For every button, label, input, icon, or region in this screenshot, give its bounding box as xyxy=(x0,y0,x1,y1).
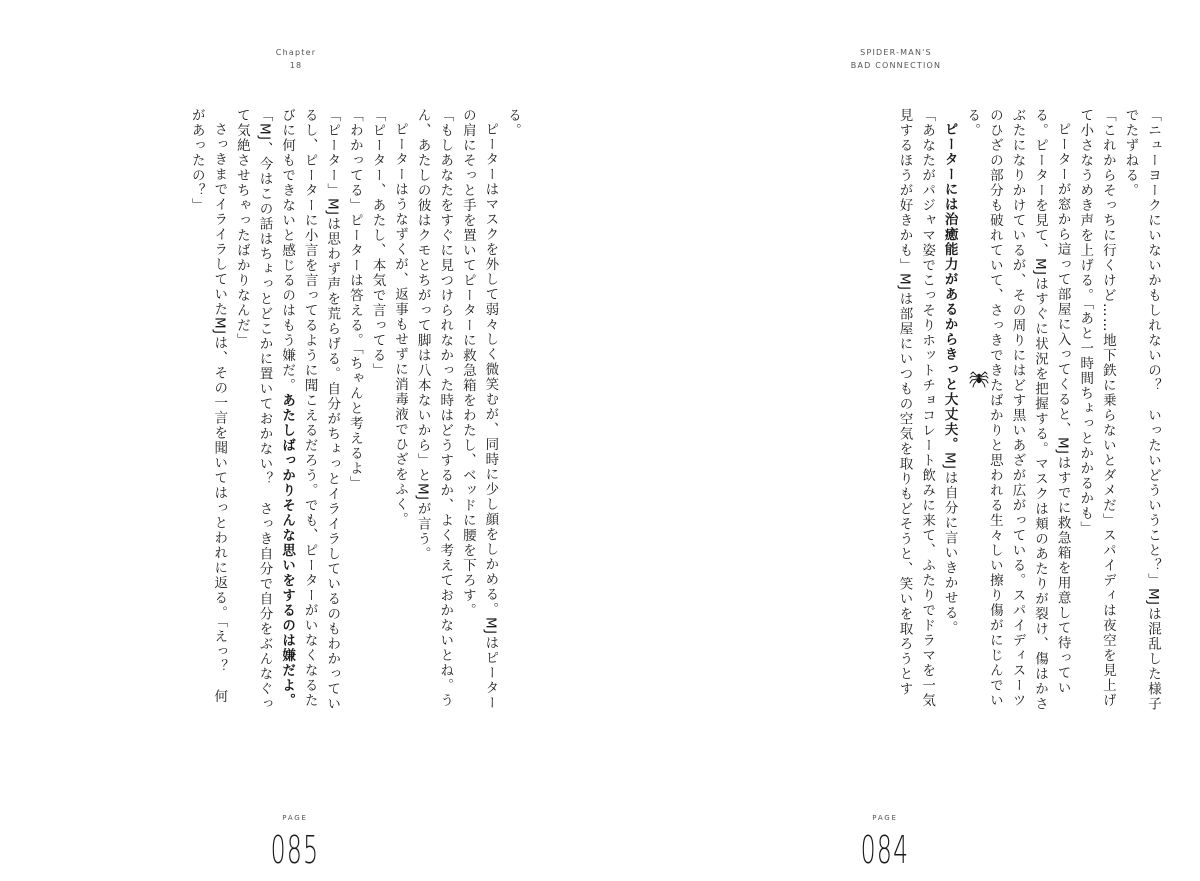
paragraph-text: 「ピーター」MJは思わず声を荒らげる。自分がちょっとイライラしているのもわかっているし、ピーターに小言を言ってるように聞こえるだろう。でも、ピーターがいなくなるたびに何もできないと感じるのはもう嫌だ。 xyxy=(279,108,341,712)
running-head-chapter xyxy=(196,46,396,72)
page-label: PAGE xyxy=(282,814,308,822)
paragraph: 「MJ、今はこの話はちょっとどこかに置いておかない？ さっき自分で自分をぶんなぐって気絶させちゃったばかりなんだ」 xyxy=(233,108,273,712)
paragraph: ピーターが窓から這って部屋に入ってくると、MJはすでに救急箱を用意して待っている。ピーターを見て、MJはすぐに状況を把握する。マスクは頬のあたりが裂け、傷はかさぶたになりかけているが、その周りにはどす黒いあざが広がっている。スパイディスーツのひざの部分も破れていて、さっきできたばかりと思われる生々しい擦り傷がにじんでいる。 xyxy=(964,108,1071,712)
paragraph-text: MJは自分に言いきかせる。 xyxy=(941,451,958,636)
emphasis-text: あたしばっかりそんな思いをするのは嫌だよ。 xyxy=(279,393,296,708)
paragraph xyxy=(275,108,343,718)
paragraph: 「これからそっちに行くけど……地下鉄に乗らないとダメだ」スパイディは夜空を見上げて小さなうめき声を上げる。「あと一時間ちょっとかかるかも」 xyxy=(1077,108,1116,708)
paragraph: 「あなたがパジャマ姿でこっそりホットチョコレート飲みに来て、ふたりでドラマを一気見するほうが好きかも」MJは部屋にいつもの空気を取りもどそうと、笑いを取ろうとす xyxy=(896,108,936,708)
page-number: 085 xyxy=(270,828,320,872)
chapter-number: 18 xyxy=(289,61,303,70)
paragraph: 「ニューヨークにいないかもしれないの？ いったいどういうこと？」MJは混乱した様子でたずねる。 xyxy=(1122,108,1161,712)
body-text xyxy=(48,108,524,718)
paragraph: ピーターはうなずくが、返事もせずに消毒液でひざをふく。 xyxy=(392,121,409,527)
emphasis-text: ピーターには治癒能力があるからきっと大丈夫。 xyxy=(941,121,958,452)
paragraph: ピーターはマスクを外して弱々しく微笑むが、同時に少し顔をしかめる。MJはピーターの肩にそっと手を置いてピーターに救急箱をわたし、ベッドに腰を下ろす。 xyxy=(459,108,499,711)
book-title-line1: SPIDER-MAN'S xyxy=(860,48,932,57)
book-title-line2: BAD CONNECTION xyxy=(850,61,942,70)
right-page xyxy=(600,0,1200,881)
running-head-title xyxy=(796,46,996,72)
paragraph xyxy=(938,108,961,718)
page-number: 084 xyxy=(860,828,910,872)
paragraph: さっきまでイライラしていたMJは、その一言を聞いてはっとわれに返る。「えっ？ 何があったの？」 xyxy=(188,108,228,704)
chapter-label: Chapter xyxy=(275,48,317,57)
paragraph: 「ピーター、あたし、本気で言ってる」 xyxy=(369,108,386,378)
paragraph: 「もしあなたをすぐに見つけられなかった時はどうするか、よく考えておかないとね。うん、あたしの彼はクモとちがって脚は八本ないから」とMJが言う。 xyxy=(414,108,454,708)
body-text xyxy=(684,108,1164,718)
page-label: PAGE xyxy=(872,814,898,822)
paragraph: 「わかってる」ピーターは答える。「ちゃんと考えるよ」 xyxy=(346,108,363,492)
paragraph: る。 xyxy=(505,108,521,138)
spider-icon xyxy=(969,368,989,388)
